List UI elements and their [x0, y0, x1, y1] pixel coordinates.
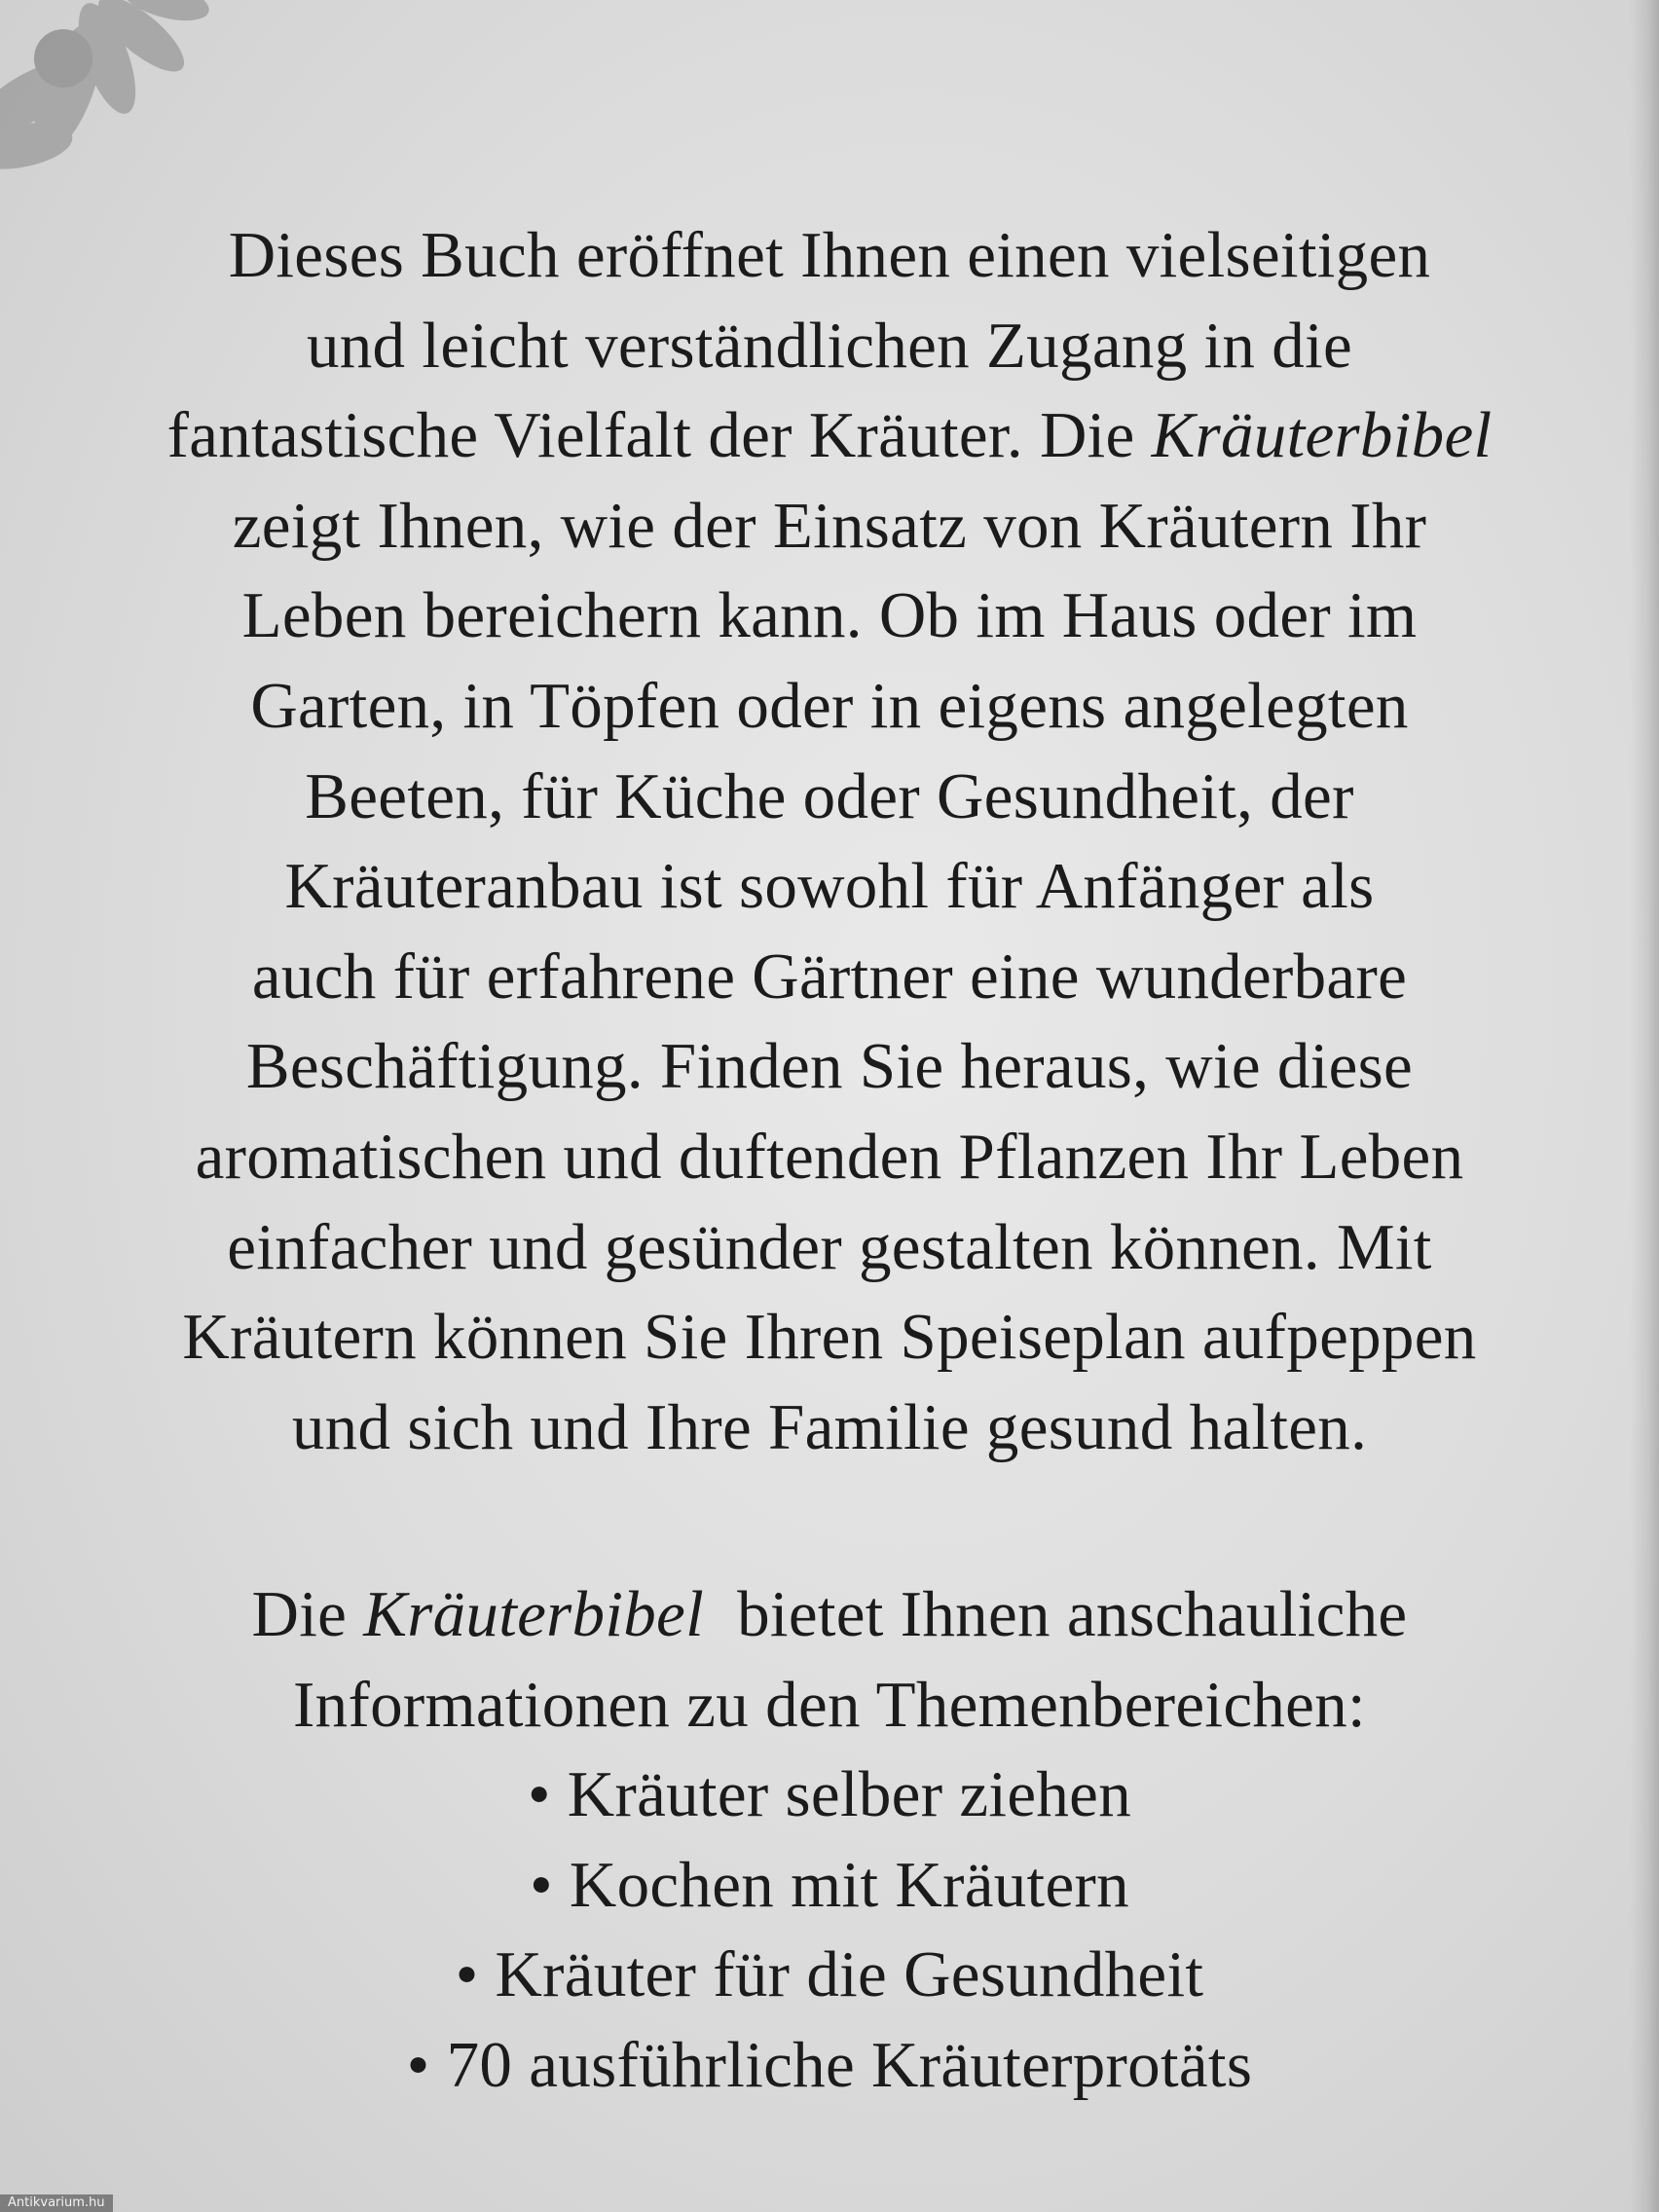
- topics-intro-line: Die Kräuterbibel bietet Ihnen anschauliche: [251, 1578, 1408, 1650]
- text-line: Kräutern können Sie Ihren Speiseplan aufpeppen: [182, 1301, 1477, 1374]
- text-line: zeigt Ihnen, wie der Einsatz von Kräutern Ihr: [232, 489, 1427, 562]
- list-item: • Kochen mit Kräutern: [530, 1848, 1129, 1921]
- text-line: Beschäftigung. Finden Sie heraus, wie diese: [245, 1030, 1414, 1103]
- topics-list: [0, 1750, 1659, 2110]
- topics-paragraph: [0, 1569, 1659, 2111]
- book-title-italic: Kräuterbibel: [363, 1578, 704, 1650]
- text-line: Garten, in Töpfen oder in eigens angelegten: [250, 669, 1409, 742]
- list-item: • Kräuter selber ziehen: [527, 1758, 1131, 1831]
- list-item: • Kräuter für die Gesundheit: [455, 1938, 1204, 2011]
- text-line: Dieses Buch eröffnet Ihnen einen vielseitigen: [228, 219, 1431, 291]
- text-line: auch für erfahrene Gärtner eine wunderbare: [251, 940, 1408, 1013]
- text-line: und sich und Ihre Familie gesund halten.: [291, 1390, 1368, 1463]
- intro-paragraph: [0, 210, 1659, 1472]
- topics-intro-line: Informationen zu den Themenbereichen:: [293, 1668, 1366, 1741]
- text-line: und leicht verständlichen Zugang in die: [306, 309, 1353, 382]
- text-line: aromatischen und duftenden Pflanzen Ihr Leben: [195, 1120, 1464, 1193]
- text-line: Beeten, für Küche oder Gesundheit, der: [305, 759, 1354, 832]
- text-line: Leben bereichern kann. Ob im Haus oder im: [241, 579, 1418, 652]
- text-line: Kräuteranbau ist sowohl für Anfänger als: [284, 850, 1375, 923]
- book-title-italic: Kräuterbibel: [1151, 399, 1493, 472]
- list-item: • 70 ausführliche Kräuterprotäts: [406, 2028, 1253, 2101]
- text-line: einfacher und gesünder gestalten können. Mit: [227, 1210, 1432, 1283]
- watermark: Antikvarium.hu: [0, 2194, 113, 2212]
- flower-decoration: [0, 0, 273, 195]
- text-line: fantastische Vielfalt der Kräuter. Die Kräuterbibel: [166, 399, 1493, 472]
